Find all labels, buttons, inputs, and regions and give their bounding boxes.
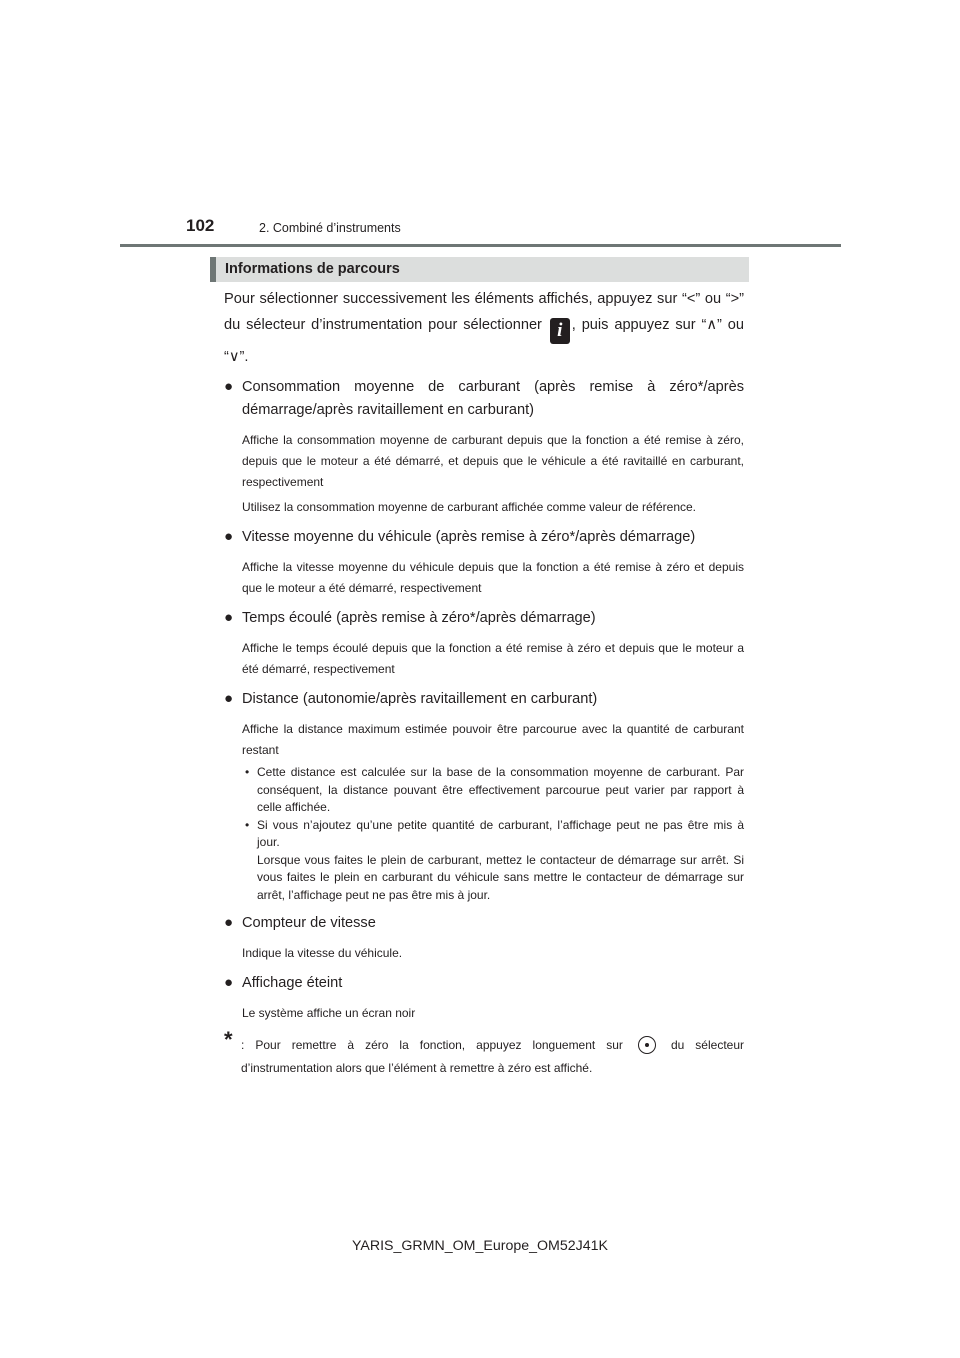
section-heading-accent — [210, 257, 216, 282]
chapter-title: 2. Combiné d’instruments — [259, 221, 401, 235]
document-code: YARIS_GRMN_OM_Europe_OM52J41K — [351, 1238, 608, 1254]
list-item-title: ● Affichage éteint — [224, 972, 744, 995]
list-item-title: ● Compteur de vitesse — [224, 912, 744, 935]
note-item: • Si vous n’ajoutez qu’une petite quantité de carburant, l’affichage peut ne pas être mis à jour. — [242, 817, 744, 852]
note-continuation: Lorsque vous faites le plein de carburant, mettez le contacteur de démarrage sur arrêt. Si vous faites le plein en carburant du véhicule sans mettre le contacteur de démarrage sur arrêt, l’affichage peut ne pas être mis à jour. — [257, 852, 744, 902]
intro-paragraph — [224, 286, 744, 370]
header-divider — [120, 244, 841, 247]
item-description: Affiche la distance maximum estimée pouvoir être parcourue avec la quantité de carburant restant — [242, 722, 744, 757]
note-item: • Cette distance est calculée sur la base de la consommation moyenne de carburant. Par conséquent, la distance pouvant être effectivement parcourue peut varier par rapport à celle affichée. — [242, 764, 744, 817]
list-item-title: ● Temps écoulé (après remise à zéro*/après démarrage) — [224, 607, 744, 630]
item-description: Affiche le temps écoulé depuis que la fonction a été remise à zéro et depuis que le moteur a été démarré, respectivement — [242, 641, 744, 676]
item-description: Affiche la vitesse moyenne du véhicule depuis que la fonction a été remise à zéro et depuis que le moteur a été démarré, respectivement — [242, 560, 744, 595]
item-description: Utilisez la consommation moyenne de carburant affichée comme valeur de référence. — [242, 500, 697, 514]
info-icon: i — [550, 318, 570, 344]
ok-button-icon — [638, 1036, 656, 1054]
note-list — [242, 764, 744, 904]
intro-text-before: Pour sélectionner successivement les éléments affichés, appuyez sur “<” ou “>” du sélecteur d’instrumentation pour sélectionner — [224, 291, 744, 333]
page-number: 102 — [186, 216, 215, 235]
page-content — [224, 286, 744, 1080]
section-title: Informations de parcours — [225, 261, 400, 277]
list-item-title: ● Vitesse moyenne du véhicule (après remise à zéro*/après démarrage) — [224, 526, 744, 549]
intro-text-after: , puis appuyez sur “∧” ou “∨”. — [224, 317, 744, 365]
item-description: Indique la vitesse du véhicule. — [242, 946, 403, 960]
item-description: Le système affiche un écran noir — [242, 1006, 416, 1020]
footnote — [224, 1027, 744, 1080]
footnote-text-after: du sélecteur d’instrumentation alors que l’élément à remettre à zéro est affiché. — [241, 1038, 744, 1075]
footnote-text-before: : Pour remettre à zéro la fonction, appuyez longuement sur — [241, 1038, 634, 1052]
list-item-title: ● Consommation moyenne de carburant (après remise à zéro*/après démarrage/après ravitaillement en carburant) — [224, 376, 744, 422]
footnote-marker: * — [224, 1027, 233, 1052]
list-item-title: ● Distance (autonomie/après ravitaillement en carburant) — [224, 688, 744, 711]
item-description: Affiche la consommation moyenne de carburant depuis que la fonction a été remise à zéro, depuis que le moteur a été démarré, et depuis que le véhicule a été ravitaillé en carburant, respectivement — [242, 433, 744, 489]
section-heading-bar — [210, 257, 749, 282]
